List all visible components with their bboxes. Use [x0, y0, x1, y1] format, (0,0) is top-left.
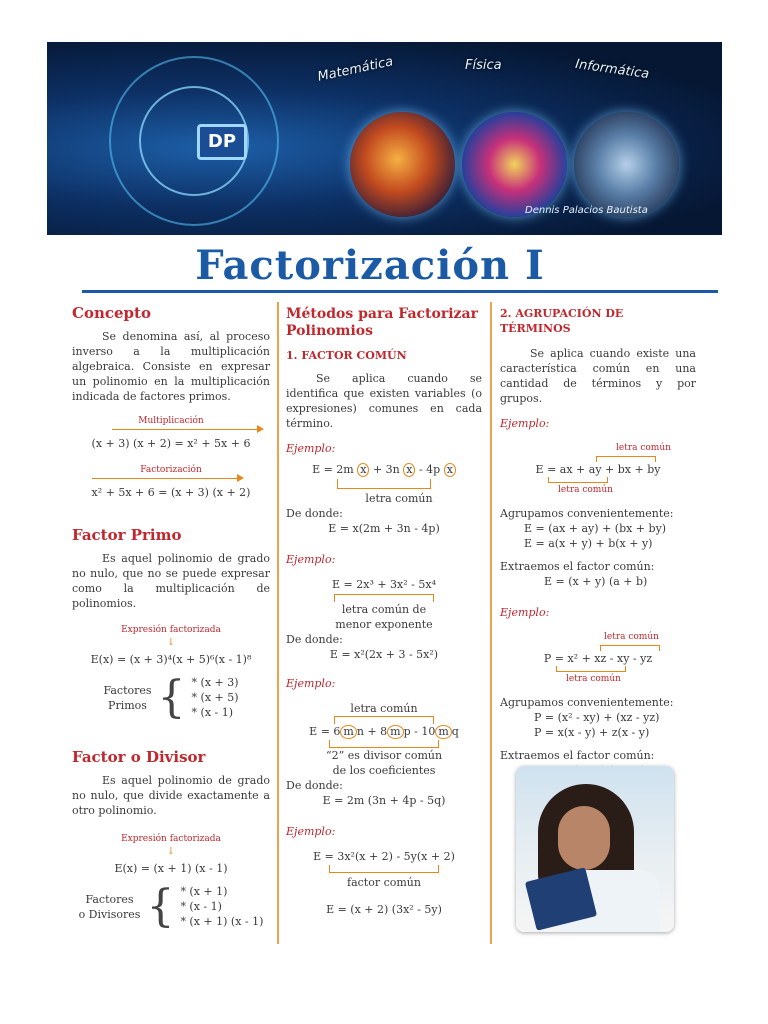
- equation-part: + 3n: [369, 463, 400, 476]
- factor-comun-text: Se aplica cuando se identifica que existen variables (o expresiones) comunes en cada término.: [286, 372, 482, 430]
- example-3-result: E = 2m (3n + 4p - 5q): [322, 794, 446, 807]
- extraemos-label: Extraemos el factor común:: [500, 749, 655, 762]
- group-step: E = (ax + ay) + (bx + by): [524, 522, 667, 535]
- down-arrow-icon: ↓: [166, 846, 176, 857]
- equation-part: q: [451, 725, 459, 738]
- brace-icon: {: [157, 671, 186, 723]
- factor-item: * (x + 3): [191, 676, 239, 689]
- computing-sphere-image: [574, 112, 679, 217]
- de-donde-label: De donde:: [286, 633, 343, 646]
- column-left: [72, 300, 270, 932]
- brace-icon: {: [146, 880, 175, 932]
- common-letter-circle: m: [435, 725, 451, 739]
- factorization-label: Factorización: [140, 465, 202, 475]
- example-label: Ejemplo:: [286, 553, 336, 566]
- common-letter-circle: x: [357, 463, 369, 477]
- example-label: Ejemplo:: [500, 606, 550, 619]
- example-2-result: E = x²(2x + 3 - 5x²): [329, 648, 439, 661]
- common-letter-circle: m: [340, 725, 356, 739]
- de-donde-label: De donde:: [286, 779, 343, 792]
- equation-part: - 4p: [415, 463, 441, 476]
- common-factor-bracket: [329, 865, 439, 873]
- title-divider: [82, 290, 718, 293]
- common-letter-note: letra común: [558, 485, 613, 495]
- multiplication-equation: (x + 3) (x + 2) = x² + 5x + 6: [91, 437, 251, 450]
- de-donde-label: De donde:: [286, 507, 343, 520]
- example-4-result: E = (x + 2) (3x² - 5y): [326, 903, 442, 916]
- factors-label: Primos: [108, 698, 147, 712]
- common-letter-bracket: [334, 716, 434, 724]
- equation-part: E = 2m: [312, 463, 354, 476]
- agrupamos-label: Agrupamos convenientemente:: [500, 696, 674, 709]
- example-3-note-top: letra común: [350, 702, 418, 715]
- example-4-equation: E = 3x²(x + 2) - 5y(x + 2): [313, 850, 455, 863]
- agrupacion-example-2-equation: P = x² + xz - xy - yz: [543, 652, 653, 665]
- math-sphere-image: [350, 112, 455, 217]
- header-banner: [47, 42, 722, 235]
- divisor-factor-list: [72, 880, 270, 932]
- factor-item: * (x - 1): [180, 900, 222, 913]
- equation-part: n + 8: [356, 725, 388, 738]
- agrupamos-label: Agrupamos convenientemente:: [500, 507, 674, 520]
- dp-logo: DP: [197, 124, 247, 160]
- factors-label: o Divisores: [78, 907, 141, 921]
- section-heading-concepto: Concepto: [72, 304, 151, 322]
- down-arrow-icon: ↓: [166, 637, 176, 648]
- primo-expression: E(x) = (x + 3)⁴(x + 5)⁶(x - 1)⁸: [90, 653, 252, 666]
- factors-label: Factores: [85, 892, 134, 906]
- common-letter-circle: x: [444, 463, 456, 477]
- column-middle: [286, 300, 482, 917]
- example-3-equation: [286, 724, 482, 739]
- equation-part: p - 10: [403, 725, 436, 738]
- expression-label: Expresión factorizada: [121, 834, 221, 844]
- concepto-text: Se denomina así, al proceso inverso a la multiplicación algebraica. Consiste en expresar un polinomio en la multiplicación indicada de factores primos.: [72, 330, 270, 403]
- banner-subject-computing: Informática: [574, 56, 651, 83]
- example-label: Ejemplo:: [286, 825, 336, 838]
- expression-label: Expresión factorizada: [121, 625, 221, 635]
- group-step: P = (x² - xy) + (xz - yz): [534, 711, 660, 724]
- section-heading-metodos: Métodos para Factorizar Polinomios: [286, 306, 478, 339]
- example-2-note: letra común de: [341, 603, 427, 616]
- example-4-note: factor común: [347, 876, 421, 889]
- example-label: Ejemplo:: [500, 417, 550, 430]
- example-1-equation: [286, 462, 482, 477]
- column-divider: [490, 302, 492, 944]
- photo-face: [558, 806, 610, 870]
- common-letter-bracket: [334, 594, 434, 602]
- section-heading-factor-primo: Factor Primo: [72, 526, 182, 544]
- banner-subject-math: Matemática: [316, 54, 395, 85]
- factor-item: * (x + 1): [180, 885, 228, 898]
- multiplication-arrow: [112, 429, 262, 430]
- common-letter-circle: x: [403, 463, 415, 477]
- equation-part: E = 6: [309, 725, 341, 738]
- agrupacion-text: Se aplica cuando existe una característica común en una cantidad de términos y por grupos.: [500, 347, 696, 405]
- subheading-factor-comun: 1. FACTOR COMÚN: [286, 349, 407, 362]
- example-3-note: “2” es divisor común: [325, 749, 443, 762]
- factor-item: * (x - 1): [191, 706, 234, 719]
- factors-label: Factores: [103, 683, 152, 697]
- extraemos-label: Extraemos el factor común:: [500, 560, 655, 573]
- physics-sphere-image: [462, 112, 567, 217]
- coefficient-bracket: [329, 740, 439, 748]
- example-1-result: E = x(2m + 3n - 4p): [328, 522, 440, 535]
- common-letter-note: letra común: [365, 492, 433, 505]
- factor-primo-text: Es aquel polinomio de grado no nulo, que no se puede expresar como la multiplicación de polinomios.: [72, 552, 270, 610]
- factorization-arrow: [92, 478, 242, 479]
- example-3-note: de los coeficientes: [332, 764, 436, 777]
- column-right: [500, 300, 696, 778]
- example-label: Ejemplo:: [286, 677, 336, 690]
- multiplication-label: Multiplicación: [138, 416, 204, 426]
- column-divider: [277, 302, 279, 944]
- subheading-agrupacion: 2. AGRUPACIÓN DE TÉRMINOS: [500, 307, 624, 335]
- student-reading-photo: [516, 766, 674, 932]
- common-letter-note: letra común: [616, 443, 671, 453]
- page-title: Factorización I: [195, 242, 545, 289]
- agrupacion-example-1-equation: E = ax + ay + bx + by: [535, 463, 661, 476]
- factor-item: * (x + 5): [191, 691, 239, 704]
- common-letter-note: letra común: [566, 674, 621, 684]
- section-heading-factor-divisor: Factor o Divisor: [72, 748, 206, 766]
- factorization-equation: x² + 5x + 6 = (x + 3) (x + 2): [91, 486, 251, 499]
- group-step: E = a(x + y) + b(x + y): [524, 537, 653, 550]
- common-letter-note: letra común: [604, 632, 659, 642]
- factor-item: * (x + 1) (x - 1): [180, 915, 264, 928]
- example-2-note: menor exponente: [335, 618, 433, 631]
- group-step: P = x(x - y) + z(x - y): [534, 726, 650, 739]
- factor-divisor-text: Es aquel polinomio de grado no nulo, que divide exactamente a otro polinomio.: [72, 774, 270, 817]
- banner-author: Dennis Palacios Bautista: [525, 205, 648, 216]
- common-letter-circle: m: [387, 725, 403, 739]
- example-label: Ejemplo:: [286, 442, 336, 455]
- agrupacion-example-1-result: E = (x + y) (a + b): [544, 575, 648, 588]
- divisor-expression: E(x) = (x + 1) (x - 1): [114, 862, 228, 875]
- primo-factor-list: [72, 671, 270, 723]
- banner-subject-physics: Física: [465, 58, 502, 73]
- common-letter-bracket: [337, 479, 431, 489]
- example-2-equation: E = 2x³ + 3x² - 5x⁴: [332, 578, 436, 591]
